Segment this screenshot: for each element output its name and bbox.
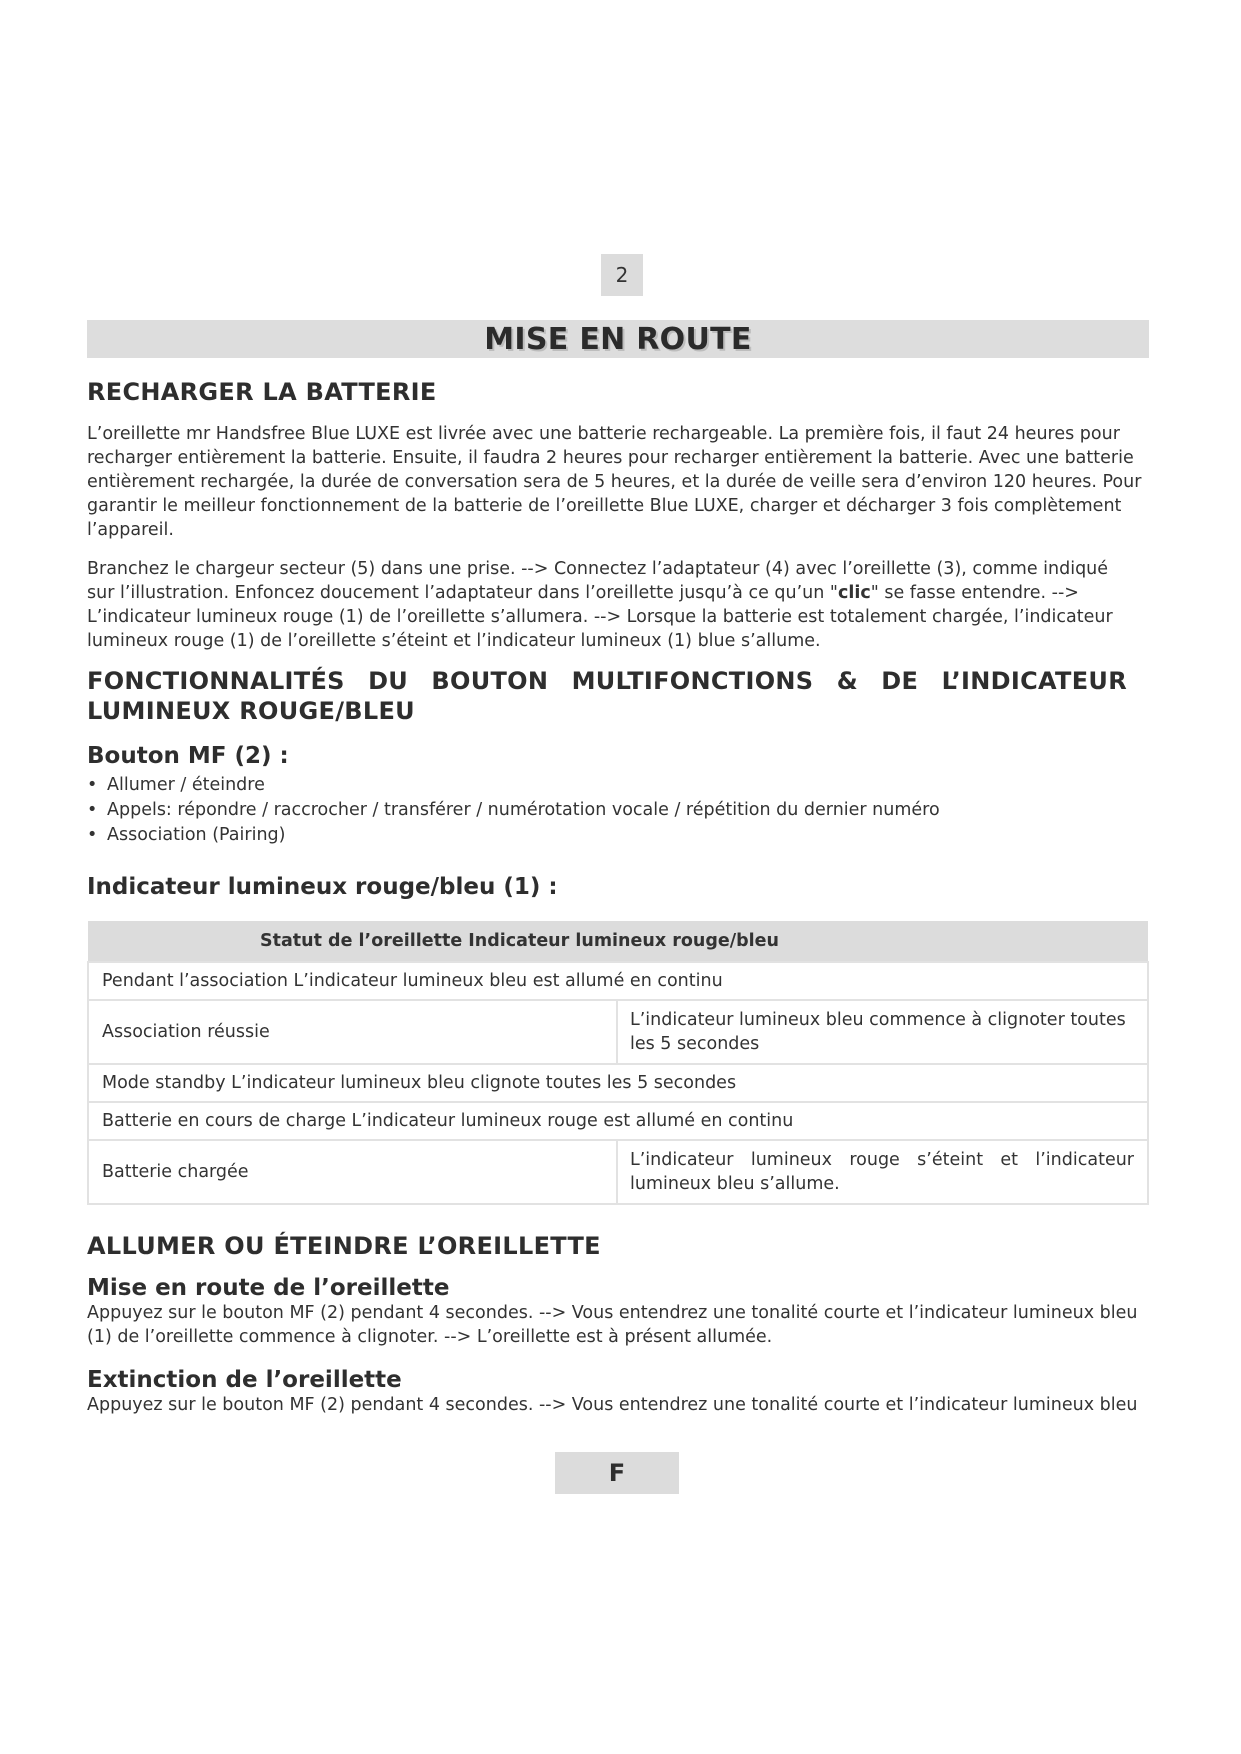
table-row [88,1000,1148,1064]
text-segment: sur l’illustration. Enfoncez doucement l’adaptateur dans l’oreillette jusqu’à ce qu’un " [87,583,838,603]
bullet-icon: • [87,800,98,820]
table-cell: Association réussie [88,1000,617,1064]
mf-button-heading: Bouton MF (2) : [87,743,289,769]
table-header: Statut de l’oreillette Indicateur lumineux rouge/bleu [88,921,1148,962]
battery-section [87,378,1172,406]
power-heading: ALLUMER OU ÉTEINDRE L’OREILLETTE [87,1232,601,1260]
battery-paragraph-2 [87,557,1147,653]
table-row [88,1102,1148,1140]
text-line [87,581,1147,605]
text-line: l’appareil. [87,520,174,540]
text-line: L’oreillette mr Handsfree Blue LUXE est livrée avec une batterie rechargeable. La première fois, il faut 24 heures pour [87,424,1120,444]
text-line: Appuyez sur le bouton MF (2) pendant 4 secondes. --> Vous entendrez une tonalité courte et l’indicateur lumineux bleu [87,1303,1138,1323]
table-cell: Batterie chargée [88,1140,617,1204]
mf-button-list [87,773,1172,848]
table-header-row [88,921,1148,962]
bullet-icon: • [87,825,98,845]
functions-heading: FONCTIONNALITÉS DU BOUTON MULTIFONCTIONS & DE L’INDICATEUR LUMINEUX ROUGE/BLEU [87,667,1127,725]
text-line: Appuyez sur le bouton MF (2) pendant 4 secondes. --> Vous entendrez une tonalité courte et l’indicateur lumineux bleu [87,1395,1138,1415]
power-on-block [87,1275,1172,1349]
power-section [87,1232,1172,1260]
power-off-block [87,1367,1172,1417]
text-line: entièrement rechargée, la durée de conversation sera de 5 heures, et la durée de veille sera d’environ 120 heures. Pour [87,472,1142,492]
list-item [87,798,1172,823]
power-off-heading: Extinction de l’oreillette [87,1367,402,1393]
functions-section [87,666,1127,726]
table-cell: L’indicateur lumineux rouge s’éteint et l’indicateur lumineux bleu s’allume. [617,1140,1148,1204]
language-tab: F [555,1452,679,1494]
list-item [87,773,1172,798]
text-line: L’indicateur lumineux rouge (1) de l’oreillette s’allumera. --> Lorsque la batterie est totalement chargée, l’indicateur [87,607,1113,627]
indicator-heading: Indicateur lumineux rouge/bleu (1) : [87,874,558,900]
table-row [88,962,1148,1000]
title-banner [87,320,1149,358]
table-row [88,1140,1148,1204]
list-item-text: Appels: répondre / raccrocher / transférer / numérotation vocale / répétition du dernier numéro [107,800,940,820]
battery-paragraph-1 [87,422,1167,542]
text-line: Branchez le chargeur secteur (5) dans une prise. --> Connectez l’adaptateur (4) avec l’oreillette (3), comme indiqué [87,559,1109,579]
table-cell: Batterie en cours de charge L’indicateur lumineux rouge est allumé en continu [88,1102,1148,1140]
mf-button-block [87,743,1172,848]
battery-heading: RECHARGER LA BATTERIE [87,378,437,406]
list-item-text: Association (Pairing) [107,825,286,845]
table-row [88,1064,1148,1102]
list-item-text: Allumer / éteindre [107,775,265,795]
power-on-heading: Mise en route de l’oreillette [87,1275,450,1301]
clic-word: clic [837,583,871,603]
text-line: lumineux rouge (1) de l’oreillette s’éteint et l’indicateur lumineux (1) blue s’allume. [87,631,821,651]
list-item [87,823,1172,848]
table-cell: Mode standby L’indicateur lumineux bleu clignote toutes les 5 secondes [88,1064,1148,1102]
status-table [87,921,1149,1205]
table-cell: L’indicateur lumineux bleu commence à clignoter toutes les 5 secondes [617,1000,1148,1064]
bullet-icon: • [87,775,98,795]
text-line: recharger entièrement la batterie. Ensuite, il faudra 2 heures pour recharger entièrement la batterie. Avec une batterie [87,448,1134,468]
page-number: 2 [601,254,643,296]
table-cell: Pendant l’association L’indicateur lumineux bleu est allumé en continu [88,962,1148,1000]
page-title: MISE EN ROUTE [484,321,752,357]
text-segment: " se fasse entendre. --> [870,583,1079,603]
indicator-block [87,874,1172,900]
text-line: garantir le meilleur fonctionnement de la batterie de l’oreillette Blue LUXE, charger et décharger 3 fois complètement [87,496,1122,516]
text-line: (1) de l’oreillette commence à clignoter. --> L’oreillette est à présent allumée. [87,1327,773,1347]
